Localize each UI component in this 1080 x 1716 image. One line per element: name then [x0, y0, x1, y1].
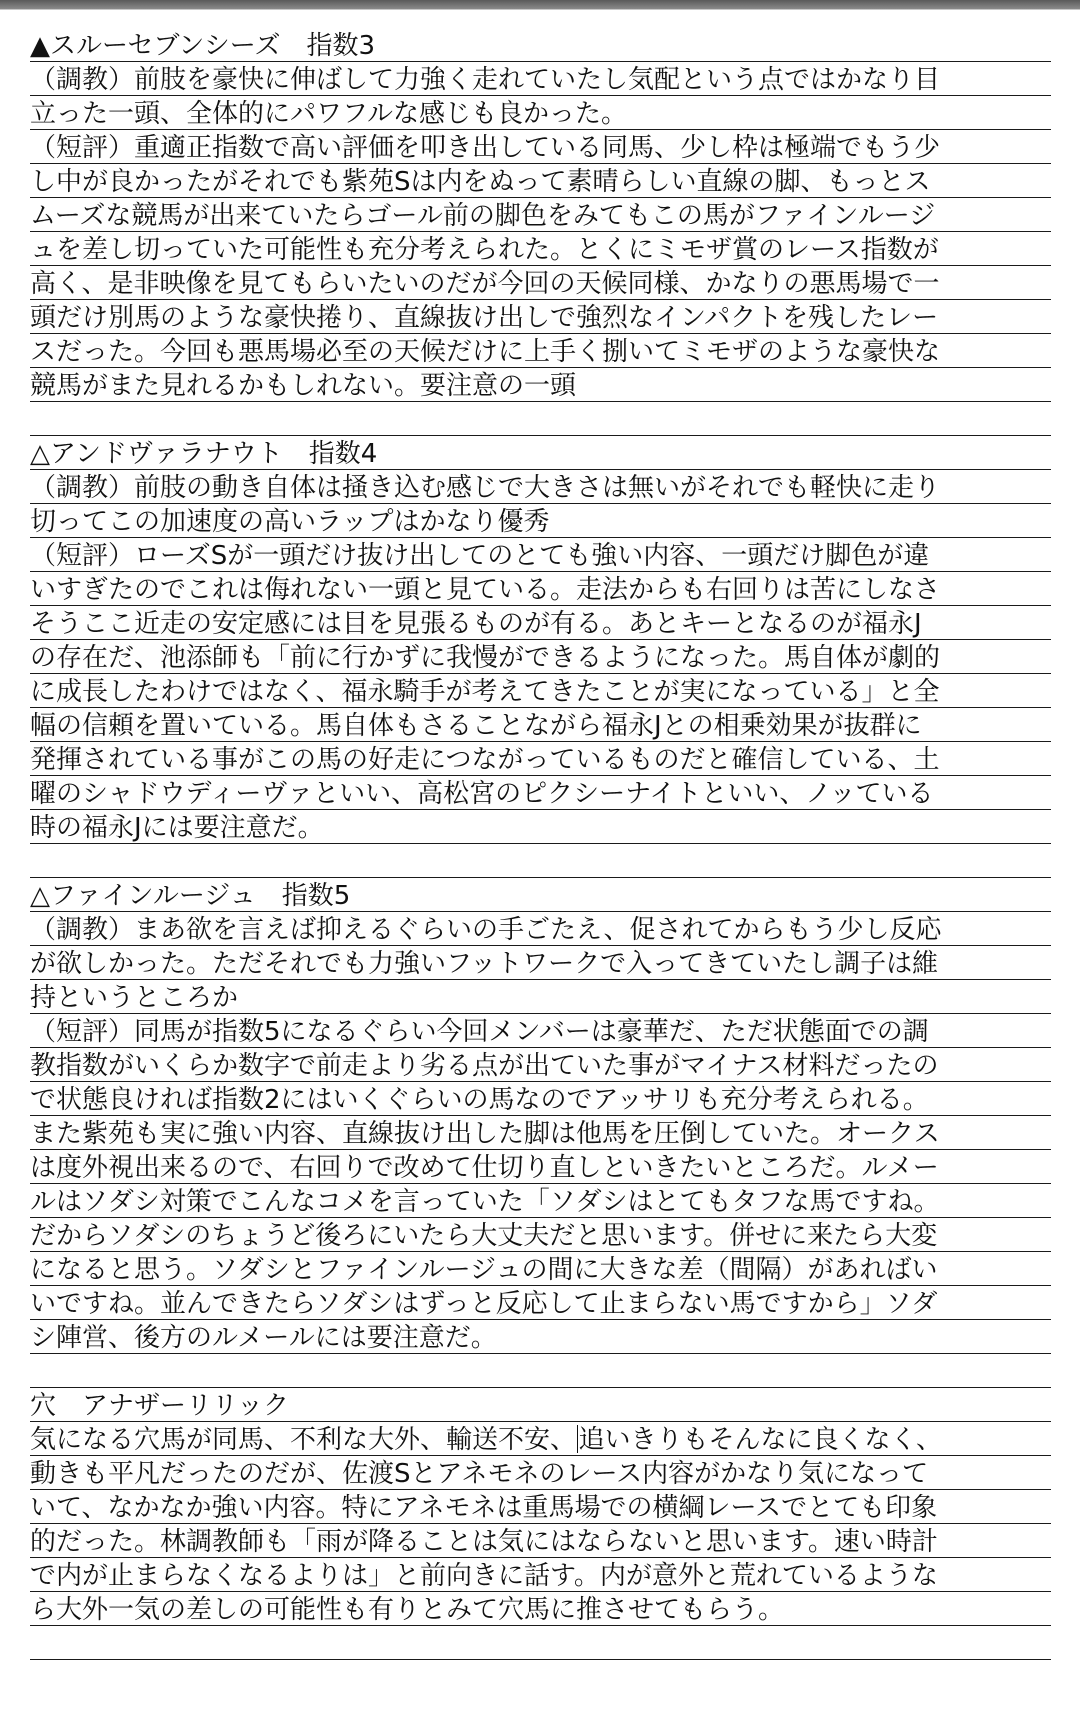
text-line: 高く、是非映像を見てもらいたいのだが今回の天候同様、かなりの悪馬場で一: [30, 266, 1051, 300]
text-line: 頭だけ別馬のような豪快捲り、直線抜け出しで強烈なインパクトを残したレー: [30, 300, 1051, 334]
blank-line: [30, 1626, 1051, 1660]
text-line: 的だった。林調教師も「雨が降ることは気にはならないと思います。速い時計: [30, 1524, 1051, 1558]
text-line: 持というところか: [30, 980, 1051, 1014]
text-line: の存在だ、池添師も「前に行かずに我慢ができるようになった。馬自体が劇的: [30, 640, 1051, 674]
text-line: （調教）前肢の動き自体は掻き込む感じで大きさは無いがそれでも軽快に走り: [30, 470, 1051, 504]
text-line: 教指数がいくらか数字で前走より劣る点が出ていた事がマイナス材料だったの: [30, 1048, 1051, 1082]
text-line: 動きも平凡だったのだが、佐渡Sとアネモネのレース内容がかなり気になって: [30, 1456, 1051, 1490]
text-line: （短評）同馬が指数5になるぐらい今回メンバーは豪華だ、ただ状態面での調: [30, 1014, 1051, 1048]
text-line: いて、なかなか強い内容。特にアネモネは重馬場での横綱レースでとても印象: [30, 1490, 1051, 1524]
text-line: ムーズな競馬が出来ていたらゴール前の脚色をみてもこの馬がファインルージ: [30, 198, 1051, 232]
text-line: 発揮されている事がこの馬の好走につながっているものだと確信している、土: [30, 742, 1051, 776]
text-line: 幅の信頼を置いている。馬自体もさることながら福永Jとの相乗効果が抜群に: [30, 708, 1051, 742]
text-line: いですね。並んできたらソダシはずっと反応して止まらない馬ですから」ソダ: [30, 1286, 1051, 1320]
text-line: に成長したわけではなく、福永騎手が考えてきたことが実になっている」と全: [30, 674, 1051, 708]
text-line: （短評）重適正指数で高い評価を叩き出している同馬、少し枠は極端でもう少: [30, 130, 1051, 164]
text-line: し中が良かったがそれでも紫苑Sは内をぬって素晴らしい直線の脚、もっとス: [30, 164, 1051, 198]
text-line: （短評）ローズSが一頭だけ抜け出してのとても強い内容、一頭だけ脚色が違: [30, 538, 1051, 572]
text-line: ルはソダシ対策でこんなコメを言っていた「ソダシはとてもタフな馬ですね。: [30, 1184, 1051, 1218]
text-line: そうここ近走の安定感には目を見張るものが有る。あとキーとなるのが福永J: [30, 606, 1051, 640]
text-line: 曜のシャドウディーヴァといい、高松宮のピクシーナイトといい、ノッている: [30, 776, 1051, 810]
text-line: 時の福永Jには要注意だ。: [30, 810, 1051, 844]
text-line: だからソダシのちょうど後ろにいたら大丈夫だと思います。併せに来たら大変: [30, 1218, 1051, 1252]
text-line: 競馬がまた見れるかもしれない。要注意の一頭: [30, 368, 1051, 402]
text-line: 切ってこの加速度の高いラップはかなり優秀: [30, 504, 1051, 538]
text-line: は度外視出来るので、右回りで改めて仕切り直しといきたいところだ。ルメー: [30, 1150, 1051, 1184]
text-line: 立った一頭、全体的にパワフルな感じも良かった。: [30, 96, 1051, 130]
section-heading: △ファインルージュ 指数5: [30, 878, 1051, 912]
window-top-edge: [0, 0, 1080, 10]
text-line: シ陣営、後方のルメールには要注意だ。: [30, 1320, 1051, 1354]
text-line: スだった。今回も悪馬場必至の天候だけに上手く捌いてミモザのような豪快な: [30, 334, 1051, 368]
document-body[interactable]: [30, 28, 1051, 1660]
blank-line: [30, 402, 1051, 436]
text-segment: 気になる穴馬が同馬、不利な大外、輸送不安、: [30, 1425, 577, 1455]
text-line: で内が止まらなくなるよりは」と前向きに話す。内が意外と荒れているような: [30, 1558, 1051, 1592]
text-line: また紫苑も実に強い内容、直線抜け出した脚は他馬を圧倒していた。オークス: [30, 1116, 1051, 1150]
text-line: （調教）まあ欲を言えば抑えるぐらいの手ごたえ、促されてからもう少し反応: [30, 912, 1051, 946]
section-heading: ▲スルーセブンシーズ 指数3: [30, 28, 1051, 62]
text-line: ら大外一気の差しの可能性も有りとみて穴馬に推させてもらう。: [30, 1592, 1051, 1626]
text-line: が欲しかった。ただそれでも力強いフットワークで入ってきていたし調子は維: [30, 946, 1051, 980]
section-heading: 穴 アナザーリリック: [30, 1388, 1051, 1422]
section-heading: △アンドヴァラナウト 指数4: [30, 436, 1051, 470]
blank-line: [30, 844, 1051, 878]
text-line-with-caret[interactable]: [30, 1422, 1051, 1456]
blank-line: [30, 1354, 1051, 1388]
text-line: いすぎたのでこれは侮れない一頭と見ている。走法からも右回りは苦にしなさ: [30, 572, 1051, 606]
text-line: ュを差し切っていた可能性も充分考えられた。とくにミモザ賞のレース指数が: [30, 232, 1051, 266]
text-segment: 追いきりもそんなに良くなく、: [578, 1425, 942, 1455]
text-line: で状態良ければ指数2にはいくぐらいの馬なのでアッサリも充分考えられる。: [30, 1082, 1051, 1116]
text-line: （調教）前肢を豪快に伸ばして力強く走れていたし気配という点ではかなり目: [30, 62, 1051, 96]
text-line: になると思う。ソダシとファインルージュの間に大きな差（間隔）があればい: [30, 1252, 1051, 1286]
